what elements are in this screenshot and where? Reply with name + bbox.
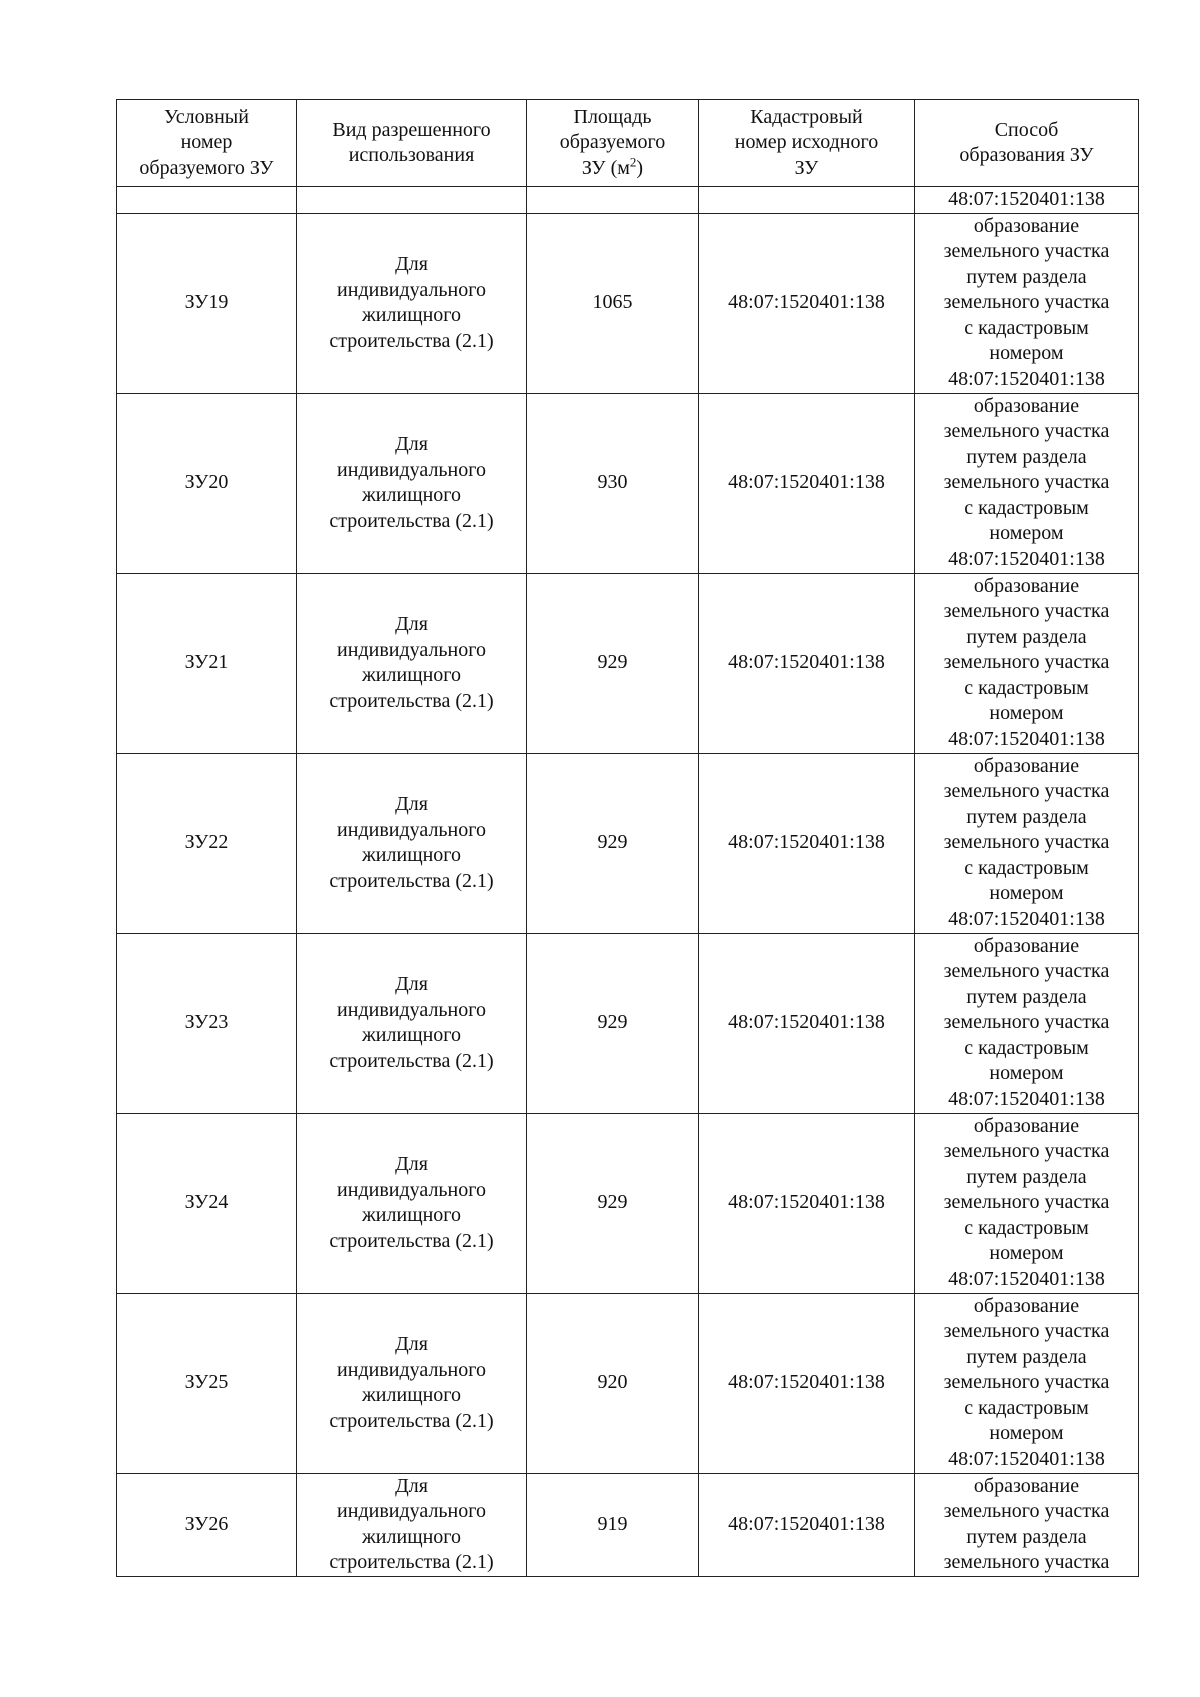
header-area <box>527 100 699 187</box>
cell-area: 929 <box>527 753 699 933</box>
header-use-kind: Вид разрешенного использования <box>297 100 527 187</box>
table-header <box>117 100 1139 187</box>
table-row-continuation <box>117 187 1139 214</box>
cell-method: образование земельного участка путем раздела земельного участка с кадастровым номером 48:07:1520401:138 <box>915 753 1139 933</box>
cell-area: 929 <box>527 1113 699 1293</box>
cell-cadastral: 48:07:1520401:138 <box>699 1473 915 1576</box>
table-body <box>117 187 1139 1577</box>
cell-cadastral <box>699 187 915 214</box>
header-zu-number: Условный номер образуемого ЗУ <box>117 100 297 187</box>
cell-area: 929 <box>527 933 699 1113</box>
cell-method: образование земельного участка путем раздела земельного участка с кадастровым номером 48:07:1520401:138 <box>915 1113 1139 1293</box>
cell-zu-number: ЗУ24 <box>117 1113 297 1293</box>
cell-method: образование земельного участка путем раздела земельного участка с кадастровым номером 48:07:1520401:138 <box>915 213 1139 393</box>
cell-cadastral: 48:07:1520401:138 <box>699 1293 915 1473</box>
header-row <box>117 100 1139 187</box>
cell-use-kind: Для индивидуального жилищного строительства (2.1) <box>297 1473 527 1576</box>
cell-use-kind: Для индивидуального жилищного строительства (2.1) <box>297 1113 527 1293</box>
cell-method: образование земельного участка путем раздела земельного участка <box>915 1473 1139 1576</box>
cell-method: образование земельного участка путем раздела земельного участка с кадастровым номером 48:07:1520401:138 <box>915 933 1139 1113</box>
cell-use-kind: Для индивидуального жилищного строительства (2.1) <box>297 213 527 393</box>
cell-cadastral: 48:07:1520401:138 <box>699 573 915 753</box>
cell-zu-number: ЗУ26 <box>117 1473 297 1576</box>
cell-zu-number: ЗУ20 <box>117 393 297 573</box>
table-row <box>117 1293 1139 1473</box>
table-row <box>117 753 1139 933</box>
cell-use-kind: Для индивидуального жилищного строительства (2.1) <box>297 1293 527 1473</box>
cell-area <box>527 187 699 214</box>
cell-cadastral: 48:07:1520401:138 <box>699 1113 915 1293</box>
cell-cadastral: 48:07:1520401:138 <box>699 393 915 573</box>
cell-use-kind <box>297 187 527 214</box>
table-row <box>117 933 1139 1113</box>
table-row <box>117 1113 1139 1293</box>
cell-area: 920 <box>527 1293 699 1473</box>
table-row <box>117 1473 1139 1576</box>
cell-method: 48:07:1520401:138 <box>915 187 1139 214</box>
table-row <box>117 573 1139 753</box>
cell-zu-number <box>117 187 297 214</box>
cell-method: образование земельного участка путем раздела земельного участка с кадастровым номером 48:07:1520401:138 <box>915 393 1139 573</box>
cell-zu-number: ЗУ19 <box>117 213 297 393</box>
cell-use-kind: Для индивидуального жилищного строительства (2.1) <box>297 573 527 753</box>
cell-zu-number: ЗУ22 <box>117 753 297 933</box>
cell-zu-number: ЗУ21 <box>117 573 297 753</box>
cell-area: 930 <box>527 393 699 573</box>
cell-zu-number: ЗУ23 <box>117 933 297 1113</box>
cell-area: 919 <box>527 1473 699 1576</box>
header-cadastral: Кадастровый номер исходного ЗУ <box>699 100 915 187</box>
header-area-suffix: ) <box>636 156 644 179</box>
header-area-text: Площадь образуемого ЗУ (м <box>559 105 666 179</box>
header-area-superscript: 2 <box>629 154 637 170</box>
table-row <box>117 393 1139 573</box>
cell-zu-number: ЗУ25 <box>117 1293 297 1473</box>
cell-use-kind: Для индивидуального жилищного строительства (2.1) <box>297 933 527 1113</box>
cell-use-kind: Для индивидуального жилищного строительства (2.1) <box>297 393 527 573</box>
cell-area: 929 <box>527 573 699 753</box>
cell-area: 1065 <box>527 213 699 393</box>
table-row <box>117 213 1139 393</box>
cell-method: образование земельного участка путем раздела земельного участка с кадастровым номером 48:07:1520401:138 <box>915 573 1139 753</box>
land-plots-table <box>116 99 1139 1577</box>
cell-use-kind: Для индивидуального жилищного строительства (2.1) <box>297 753 527 933</box>
cell-method: образование земельного участка путем раздела земельного участка с кадастровым номером 48:07:1520401:138 <box>915 1293 1139 1473</box>
cell-cadastral: 48:07:1520401:138 <box>699 753 915 933</box>
header-method: Способ образования ЗУ <box>915 100 1139 187</box>
cell-cadastral: 48:07:1520401:138 <box>699 933 915 1113</box>
cell-cadastral: 48:07:1520401:138 <box>699 213 915 393</box>
